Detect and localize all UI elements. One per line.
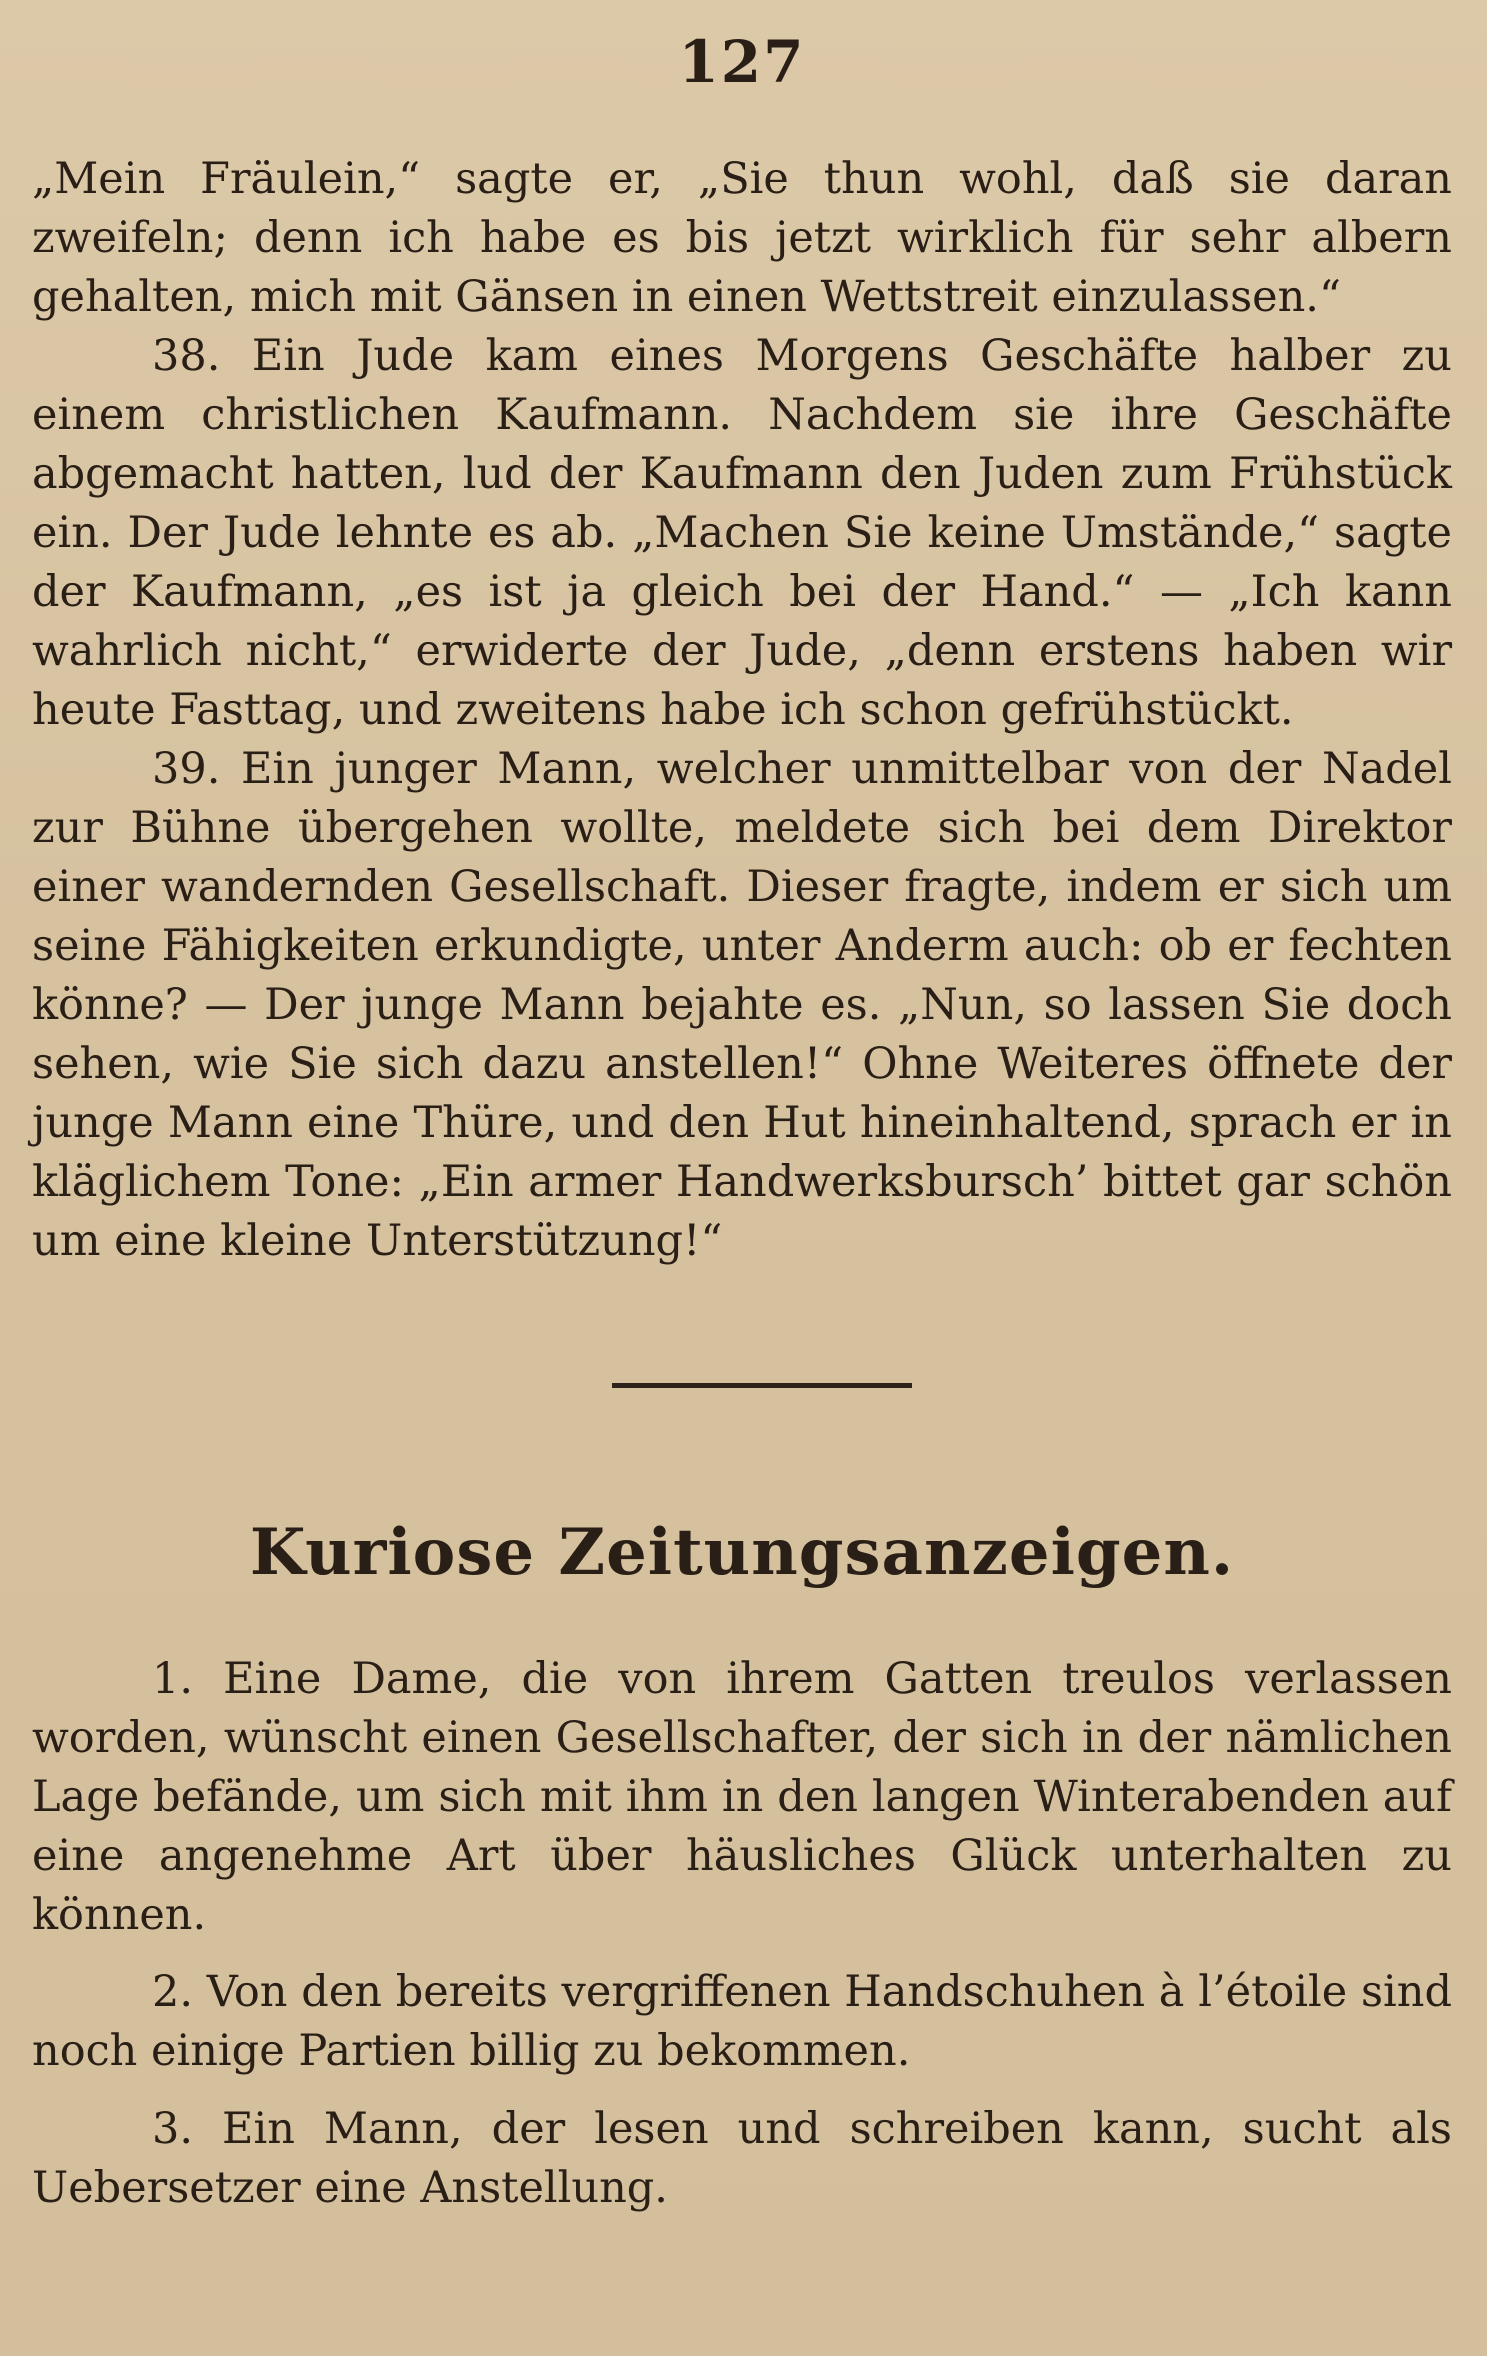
- intro-paragraph: [32, 150, 1452, 327]
- ad-1: 1. Eine Dame, die von ihrem Gatten treulos verlassen worden, wünscht einen Gesellschafter, der sich in der nämlichen Lage befände, um sich mit ihm in den langen Winterabenden auf eine angenehme Art über häusliches Glück unterhalten zu können.: [32, 1654, 1452, 1940]
- anecdote-38-text: 38. Ein Jude kam eines Morgens Geschäfte halber zu einem christlichen Kaufmann. Nachdem sie ihre Geschäfte abgemacht hatten, lud der Kaufmann den Juden zum Frühstück ein. Der Jude lehnte es ab. „Machen Sie keine Umstände,“ sagte der Kaufmann, „es ist ja gleich bei der Hand.“ — „Ich kann wahrlich nicht,“ erwiderte der Jude, „denn erstens haben wir heute Fasttag, und zweitens habe ich schon gefrühstückt.: [32, 331, 1452, 735]
- section-divider: [612, 1383, 912, 1388]
- book-page: [32, 0, 1452, 2356]
- anecdote-39: [32, 740, 1452, 1271]
- anecdote-39-text: 39. Ein junger Mann, welcher unmittelbar von der Nadel zur Bühne übergehen wollte, meldete sich bei dem Direktor einer wandernden Gesellschaft. Dieser fragte, indem er sich um seine Fähigkeiten erkundigte, unter Anderm auch: ob er fechten könne? — Der junge Mann bejahte es. „Nun, so lassen Sie doch sehen, wie Sie sich dazu anstellen!“ Ohne Weiteres öffnete der junge Mann eine Thüre, und den Hut hineinhaltend, sprach er in kläglichem Tone: „Ein armer Handwerksbursch’ bittet gar schön um eine kleine Unterstützung!“: [32, 744, 1452, 1266]
- page-number: 127: [678, 28, 806, 96]
- anecdote-38: [32, 327, 1452, 740]
- intro-paragraph-text: „Mein Fräulein,“ sagte er, „Sie thun wohl, daß sie daran zweifeln; denn ich habe es bis jetzt wirklich für sehr albern gehalten, mich mit Gänsen in einen Wettstreit einzulassen.“: [32, 154, 1452, 322]
- ad-2: 2. Von den bereits vergriffenen Handschuhen à l’étoile sind noch einige Partien billig zu bekommen.: [32, 1967, 1452, 2076]
- ad-3: 3. Ein Mann, der lesen und schreiben kann, sucht als Uebersetzer eine Anstellung.: [32, 2104, 1452, 2213]
- section-heading: Kuriose Zeitungsanzeigen.: [249, 1515, 1235, 1590]
